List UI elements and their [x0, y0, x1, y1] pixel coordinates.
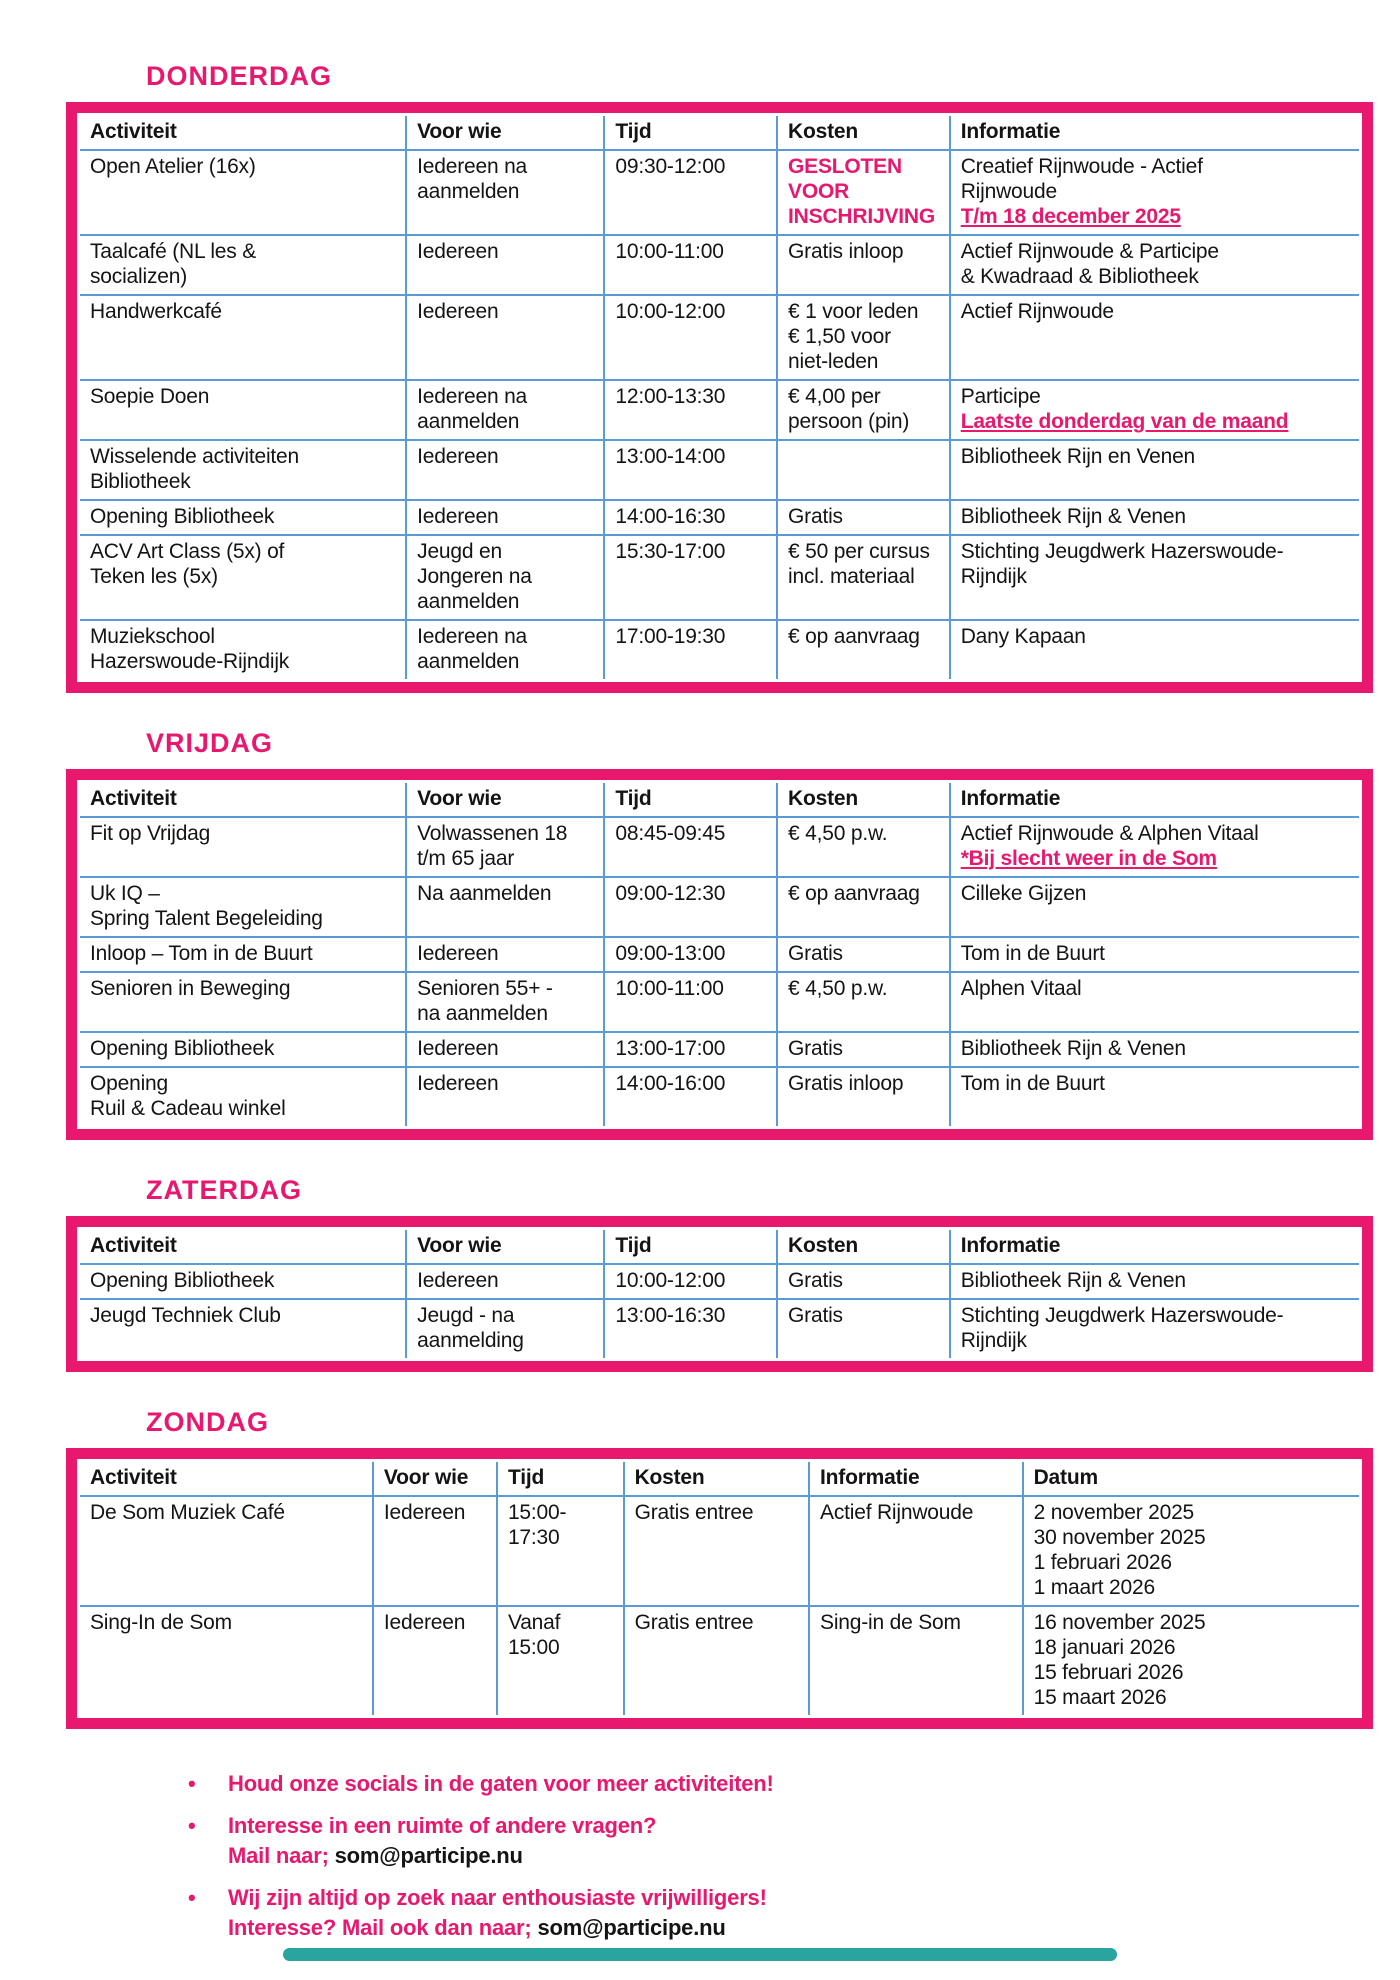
table-cell — [777, 1299, 950, 1358]
table-cell — [950, 937, 1359, 972]
table-cell — [604, 295, 777, 380]
table-cell — [604, 1032, 777, 1067]
table-cell — [80, 1032, 406, 1067]
text-span: Mail naar; — [228, 1843, 335, 1868]
text-span: Actief Rijnwoude & Alphen Vitaal — [960, 822, 1259, 845]
section-heading-donderdag: DONDERDAG — [146, 61, 333, 91]
table-cell — [777, 877, 950, 937]
table-cell — [406, 972, 604, 1032]
column-header: Voor wie — [406, 783, 604, 817]
table-row — [80, 235, 1359, 295]
text-span: 10:00-12:00 — [615, 1269, 726, 1292]
text-span: Jeugd en — [417, 540, 502, 563]
table-cell — [406, 937, 604, 972]
table-row — [80, 295, 1359, 380]
text-span: 09:00-13:00 — [615, 942, 726, 965]
schedule-table — [80, 783, 1359, 1126]
text-span: € 4,50 p.w. — [788, 822, 888, 845]
text-span: 14:00-16:30 — [615, 505, 726, 528]
table-cell — [80, 620, 406, 679]
text-span: Fit op Vrijdag — [90, 822, 211, 845]
column-header: Activiteit — [80, 783, 406, 817]
table-cell — [406, 1264, 604, 1299]
table-cell — [604, 380, 777, 440]
text-span: Iedereen — [417, 942, 499, 965]
text-span: 15:00 — [507, 1636, 560, 1659]
table-cell — [604, 1264, 777, 1299]
table-cell — [604, 937, 777, 972]
text-span: Cilleke Gijzen — [960, 882, 1087, 905]
section-heading-vrijdag: VRIJDAG — [146, 728, 274, 758]
table-cell — [950, 295, 1359, 380]
text-span: Gratis — [788, 1269, 843, 1292]
table-cell — [777, 380, 950, 440]
table-cell — [809, 1606, 1023, 1715]
text-span: Muziekschool — [90, 625, 215, 648]
text-span: niet-leden — [788, 350, 879, 373]
section-donderdag — [66, 60, 1373, 693]
table-cell — [777, 150, 950, 235]
text-span: Senioren in Beweging — [90, 977, 291, 1000]
text-span: € 50 per cursus — [788, 540, 930, 563]
text-span: Senioren 55+ - — [417, 977, 553, 1000]
text-span: Wij zijn altijd op zoek naar enthousiaste vrijwilligers! — [228, 1885, 767, 1910]
table-cell — [80, 500, 406, 535]
text-span: Inloop – Tom in de Buurt — [90, 942, 313, 965]
table-row — [80, 817, 1359, 877]
text-span: Bibliotheek Rijn & Venen — [960, 1269, 1186, 1292]
table-zaterdag — [66, 1216, 1373, 1372]
text-span: Handwerkcafé — [90, 300, 222, 323]
bullet-icon: • — [188, 1885, 196, 1910]
table-cell — [497, 1606, 624, 1715]
table-cell — [406, 380, 604, 440]
column-header: Activiteit — [80, 1230, 406, 1264]
table-cell — [604, 440, 777, 500]
table-row — [80, 380, 1359, 440]
section-vrijdag — [66, 727, 1373, 1140]
text-span: Stichting Jeugdwerk Hazerswoude- — [960, 540, 1284, 563]
column-header: Informatie — [950, 116, 1359, 150]
text-span: Gratis — [788, 1037, 843, 1060]
text-span: 1 februari 2026 — [1033, 1551, 1172, 1574]
table-cell — [406, 877, 604, 937]
text-span: Iedereen — [417, 300, 499, 323]
column-header: Informatie — [950, 1230, 1359, 1264]
table-cell — [777, 620, 950, 679]
text-span: Dany Kapaan — [960, 625, 1086, 648]
text-span: Actief Rijnwoude — [960, 300, 1114, 323]
text-span: € op aanvraag — [788, 882, 920, 905]
column-header: Activiteit — [80, 1462, 373, 1496]
text-span: 1 maart 2026 — [1033, 1576, 1155, 1599]
text-span: 15:00- — [507, 1501, 567, 1524]
notes-list — [188, 1769, 1373, 1943]
table-cell — [777, 817, 950, 877]
table-row — [80, 1067, 1359, 1126]
table-cell — [80, 877, 406, 937]
text-span: Spring Talent Begeleiding — [90, 907, 323, 930]
text-span: Jeugd - na — [417, 1304, 515, 1327]
table-cell — [777, 235, 950, 295]
text-span: Iedereen na — [417, 625, 528, 648]
table-cell — [604, 1299, 777, 1358]
text-span: persoon (pin) — [788, 410, 910, 433]
column-header: Tijd — [604, 1230, 777, 1264]
table-row — [80, 535, 1359, 620]
text-span: 10:00-11:00 — [615, 977, 724, 1000]
table-cell — [777, 1067, 950, 1126]
text-span: 13:00-16:30 — [615, 1304, 726, 1327]
text-span: Gratis inloop — [788, 240, 904, 263]
text-span: incl. materiaal — [788, 565, 915, 588]
text-span: 17:30 — [507, 1526, 560, 1549]
table-row — [80, 937, 1359, 972]
text-span: ACV Art Class (5x) of — [90, 540, 285, 563]
column-header: Kosten — [777, 783, 950, 817]
table-cell — [406, 817, 604, 877]
text-span: Gratis entree — [634, 1611, 754, 1634]
column-header: Voor wie — [373, 1462, 497, 1496]
table-cell — [80, 937, 406, 972]
text-span: Sing-In de Som — [90, 1611, 232, 1634]
text-span: € op aanvraag — [788, 625, 920, 648]
table-cell — [950, 817, 1359, 877]
table-row — [80, 1032, 1359, 1067]
text-span: socializen) — [90, 265, 188, 288]
text-span: 30 november 2025 — [1033, 1526, 1206, 1549]
text-span: & Kwadraad & Bibliotheek — [960, 265, 1199, 288]
table-cell — [950, 972, 1359, 1032]
text-span: 10:00-12:00 — [615, 300, 726, 323]
table-cell — [406, 1299, 604, 1358]
section-heading-zaterdag: ZATERDAG — [146, 1175, 302, 1205]
text-span: Houd onze socials in de gaten voor meer activiteiten! — [228, 1771, 774, 1796]
text-span: Interesse? Mail ook dan naar; — [228, 1915, 538, 1940]
section-zondag — [66, 1406, 1373, 1729]
table-cell — [777, 937, 950, 972]
table-cell — [406, 295, 604, 380]
text-span: Iedereen — [417, 1072, 499, 1095]
text-span: 10:00-11:00 — [615, 240, 724, 263]
text-span: Vanaf — [507, 1611, 561, 1634]
table-cell — [80, 440, 406, 500]
table-cell — [950, 1067, 1359, 1126]
table-row — [80, 972, 1359, 1032]
text-span: € 4,50 p.w. — [788, 977, 888, 1000]
text-span: Wisselende activiteiten — [90, 445, 299, 468]
column-header: Kosten — [777, 1230, 950, 1264]
table-cell — [80, 535, 406, 620]
table-row — [80, 150, 1359, 235]
text-span: Iedereen — [417, 1269, 499, 1292]
column-header: Tijd — [604, 116, 777, 150]
text-span: 2 november 2025 — [1033, 1501, 1195, 1524]
text-span: *Bij slecht weer in de Som — [960, 847, 1217, 870]
table-cell — [604, 1067, 777, 1126]
column-header: Tijd — [604, 783, 777, 817]
text-span: 17:00-19:30 — [615, 625, 726, 648]
text-span: Sing-in de Som — [820, 1611, 961, 1634]
table-cell — [373, 1606, 497, 1715]
footer-accent-bar — [283, 1948, 1117, 1961]
table-cell — [777, 440, 950, 500]
header-row — [80, 116, 1359, 150]
text-span: Bibliotheek — [90, 470, 191, 493]
text-span: € 1 voor leden — [788, 300, 919, 323]
table-cell — [950, 877, 1359, 937]
table-cell — [604, 817, 777, 877]
text-span: 15 februari 2026 — [1033, 1661, 1184, 1684]
section-zaterdag — [66, 1174, 1373, 1372]
schedule-table — [80, 116, 1359, 679]
table-row — [80, 500, 1359, 535]
text-span: na aanmelden — [417, 1002, 548, 1025]
table-row — [80, 620, 1359, 679]
table-cell — [497, 1496, 624, 1606]
table-cell — [406, 535, 604, 620]
text-span: Opening Bibliotheek — [90, 1037, 275, 1060]
table-cell — [406, 620, 604, 679]
text-span: INSCHRIJVING — [788, 205, 935, 228]
column-header: Informatie — [950, 783, 1359, 817]
table-cell — [950, 1032, 1359, 1067]
text-span: Iedereen — [417, 240, 499, 263]
column-header: Tijd — [497, 1462, 624, 1496]
table-cell — [777, 295, 950, 380]
table-cell — [1023, 1606, 1359, 1715]
table-cell — [1023, 1496, 1359, 1606]
text-span: 09:00-12:30 — [615, 882, 726, 905]
text-span: Gratis — [788, 505, 843, 528]
text-span: € 4,00 per — [788, 385, 881, 408]
table-cell — [950, 150, 1359, 235]
text-span: t/m 65 jaar — [417, 847, 515, 870]
table-cell — [80, 1067, 406, 1126]
table-cell — [80, 1496, 373, 1606]
column-header: Activiteit — [80, 116, 406, 150]
text-span: Hazerswoude-Rijndijk — [90, 650, 290, 673]
text-span: Iedereen — [417, 1037, 499, 1060]
text-span: aanmelden — [417, 650, 520, 673]
table-cell — [604, 972, 777, 1032]
table-cell — [604, 620, 777, 679]
table-cell — [950, 500, 1359, 535]
text-span: Opening — [90, 1072, 168, 1095]
table-cell — [777, 972, 950, 1032]
table-cell — [80, 1299, 406, 1358]
text-span: 18 januari 2026 — [1033, 1636, 1176, 1659]
table-donderdag — [66, 102, 1373, 693]
text-span: aanmelden — [417, 410, 520, 433]
text-span: Stichting Jeugdwerk Hazerswoude- — [960, 1304, 1284, 1327]
text-span: Teken les (5x) — [90, 565, 218, 588]
table-row — [80, 877, 1359, 937]
table-cell — [80, 817, 406, 877]
text-span: Iedereen na — [417, 385, 528, 408]
text-span: Tom in de Buurt — [960, 1072, 1105, 1095]
text-span: Iedereen — [417, 505, 499, 528]
table-cell — [604, 535, 777, 620]
text-span: Alphen Vitaal — [960, 977, 1082, 1000]
table-cell — [950, 235, 1359, 295]
text-span: Rijnwoude — [960, 180, 1057, 203]
table-cell — [624, 1606, 809, 1715]
table-cell — [950, 380, 1359, 440]
table-row — [80, 1299, 1359, 1358]
text-span: Interesse in een ruimte of andere vragen? — [228, 1813, 657, 1838]
note-item — [188, 1769, 1373, 1799]
table-cell — [406, 235, 604, 295]
text-span: som@participe.nu — [537, 1915, 726, 1940]
note-text — [228, 1769, 774, 1799]
table-cell — [777, 500, 950, 535]
text-span: Taalcafé (NL les & — [90, 240, 257, 263]
text-span: Bibliotheek Rijn en Venen — [960, 445, 1196, 468]
header-row — [80, 1230, 1359, 1264]
table-cell — [809, 1496, 1023, 1606]
table-cell — [604, 235, 777, 295]
text-span: Iedereen — [417, 445, 499, 468]
table-cell — [80, 1264, 406, 1299]
table-cell — [80, 295, 406, 380]
table-cell — [80, 1606, 373, 1715]
table-row — [80, 1496, 1359, 1606]
text-span: Soepie Doen — [90, 385, 210, 408]
table-cell — [604, 877, 777, 937]
table-cell — [950, 1299, 1359, 1358]
text-span: 14:00-16:00 — [615, 1072, 726, 1095]
text-span: 16 november 2025 — [1033, 1611, 1206, 1634]
text-span: Opening Bibliotheek — [90, 505, 275, 528]
text-span: Rijndijk — [960, 1329, 1027, 1352]
text-span: aanmelding — [417, 1329, 524, 1352]
schedule-table — [80, 1462, 1359, 1715]
table-cell — [80, 150, 406, 235]
text-span: aanmelden — [417, 180, 520, 203]
text-span: Open Atelier (16x) — [90, 155, 256, 178]
text-span: GESLOTEN — [788, 155, 902, 178]
text-span: € 1,50 voor — [788, 325, 891, 348]
header-row — [80, 1462, 1359, 1496]
note-item — [188, 1883, 1373, 1943]
table-row — [80, 1264, 1359, 1299]
text-span: 08:45-09:45 — [615, 822, 726, 845]
table-cell — [406, 500, 604, 535]
table-cell — [406, 150, 604, 235]
text-span: 13:00-14:00 — [615, 445, 726, 468]
column-header: Voor wie — [406, 116, 604, 150]
table-cell — [604, 500, 777, 535]
table-cell — [950, 620, 1359, 679]
text-span: Rijndijk — [960, 565, 1027, 588]
text-span: Volwassenen 18 — [417, 822, 568, 845]
text-span: Iedereen — [383, 1501, 466, 1524]
text-span: Tom in de Buurt — [960, 942, 1105, 965]
text-span: Opening Bibliotheek — [90, 1269, 275, 1292]
text-span: Na aanmelden — [417, 882, 552, 905]
table-cell — [624, 1496, 809, 1606]
text-span: Uk IQ – — [90, 882, 160, 905]
table-cell — [950, 1264, 1359, 1299]
text-span: Iedereen na — [417, 155, 528, 178]
section-heading-zondag: ZONDAG — [146, 1407, 269, 1437]
table-cell — [406, 1032, 604, 1067]
text-span: Bibliotheek Rijn & Venen — [960, 1037, 1186, 1060]
bullet-icon: • — [188, 1771, 196, 1796]
text-span: Laatste donderdag van de maand — [960, 410, 1289, 433]
text-span: 15:30-17:00 — [615, 540, 726, 563]
text-span: Ruil & Cadeau winkel — [90, 1097, 286, 1120]
text-span: Gratis — [788, 1304, 843, 1327]
text-span: Jeugd Techniek Club — [90, 1304, 281, 1327]
table-cell — [777, 1032, 950, 1067]
note-item — [188, 1811, 1373, 1871]
table-cell — [80, 235, 406, 295]
table-row — [80, 440, 1359, 500]
table-vrijdag — [66, 769, 1373, 1140]
text-span: Gratis entree — [634, 1501, 754, 1524]
table-cell — [777, 535, 950, 620]
column-header: Informatie — [809, 1462, 1023, 1496]
table-cell — [604, 150, 777, 235]
column-header: Voor wie — [406, 1230, 604, 1264]
column-header: Kosten — [777, 116, 950, 150]
text-span: aanmelden — [417, 590, 520, 613]
text-span: VOOR — [788, 180, 850, 203]
text-span: Participe — [960, 385, 1041, 408]
note-text — [228, 1883, 767, 1943]
text-span: Gratis inloop — [788, 1072, 904, 1095]
text-span: Iedereen — [383, 1611, 466, 1634]
bullet-icon: • — [188, 1813, 196, 1838]
text-span: Jongeren na — [417, 565, 532, 588]
table-cell — [373, 1496, 497, 1606]
text-span: 13:00-17:00 — [615, 1037, 726, 1060]
table-cell — [80, 380, 406, 440]
text-span: Actief Rijnwoude & Participe — [960, 240, 1219, 263]
table-row — [80, 1606, 1359, 1715]
column-header: Kosten — [624, 1462, 809, 1496]
text-span: Gratis — [788, 942, 843, 965]
schedule-table — [80, 1230, 1359, 1358]
text-span: 12:00-13:30 — [615, 385, 726, 408]
header-row — [80, 783, 1359, 817]
text-span: 09:30-12:00 — [615, 155, 726, 178]
text-span: Bibliotheek Rijn & Venen — [960, 505, 1186, 528]
text-span: De Som Muziek Café — [90, 1501, 285, 1524]
note-text — [228, 1811, 656, 1871]
text-span: 15 maart 2026 — [1033, 1686, 1167, 1709]
column-header: Datum — [1023, 1462, 1359, 1496]
text-span: Actief Rijnwoude — [820, 1501, 974, 1524]
table-zondag — [66, 1448, 1373, 1729]
table-cell — [406, 440, 604, 500]
table-cell — [406, 1067, 604, 1126]
text-span: Creatief Rijnwoude - Actief — [960, 155, 1203, 178]
table-cell — [777, 1264, 950, 1299]
text-span: som@participe.nu — [334, 1843, 523, 1868]
table-cell — [80, 972, 406, 1032]
table-cell — [950, 440, 1359, 500]
table-cell — [950, 535, 1359, 620]
text-span: T/m 18 december 2025 — [960, 205, 1181, 228]
